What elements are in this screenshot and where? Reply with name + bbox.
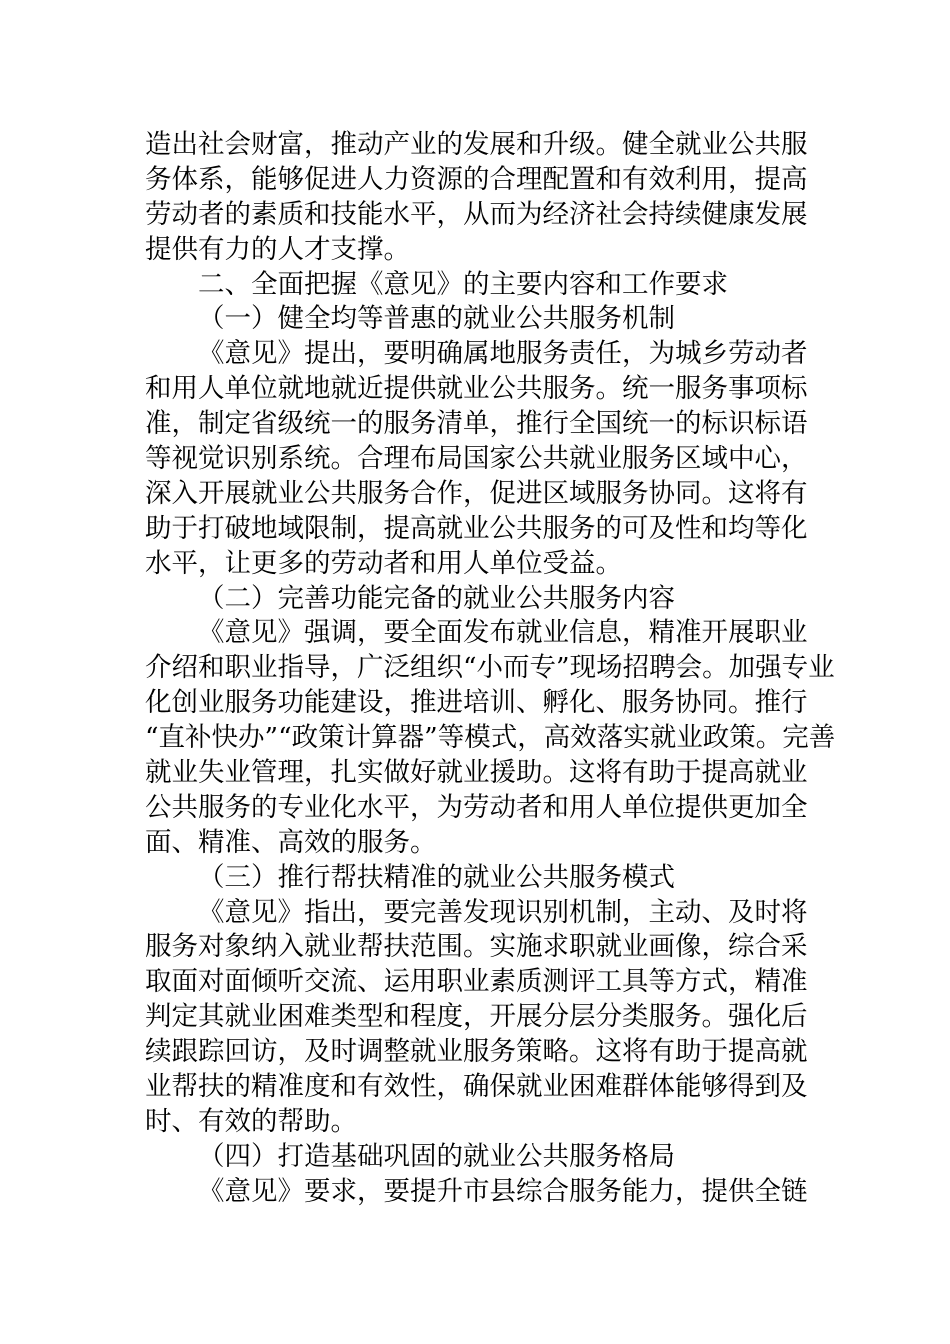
text-line: 面、精准、高效的服务。 (145, 826, 437, 858)
text-line: 《意见》要求，要提升市县综合服务能力，提供全链 (198, 1175, 808, 1207)
subsection-heading: （二）完善功能完备的就业公共服务内容 (198, 582, 675, 614)
text-line: 劳动者的素质和技能水平，从而为经济社会持续健康发展 (145, 198, 808, 230)
text-line: 等视觉识别系统。合理布局国家公共就业服务区域中心， (145, 443, 808, 475)
text-line: 就业失业管理，扎实做好就业援助。这将有助于提高就业 (145, 757, 808, 789)
text-line: 《意见》指出，要完善发现识别机制，主动、及时将 (198, 896, 808, 928)
text-line: “直补快办”“政策计算器”等模式，高效落实就业政策。完善 (145, 722, 836, 754)
text-line: 介绍和职业指导，广泛组织“小而专”现场招聘会。加强专业 (145, 652, 835, 684)
text-line: 务体系，能够促进人力资源的合理配置和有效利用，提高 (145, 163, 808, 195)
text-line: 造出社会财富，推动产业的发展和升级。健全就业公共服 (145, 129, 808, 160)
text-line: 化创业服务功能建设，推进培训、孵化、服务协同。推行 (145, 687, 808, 719)
text-line: 和用人单位就地就近提供就业公共服务。统一服务事项标 (145, 373, 808, 405)
text-line: 水平，让更多的劳动者和用人单位受益。 (145, 547, 622, 579)
subsection-heading: （一）健全均等普惠的就业公共服务机制 (198, 303, 675, 335)
subsection-heading: （四）打造基础巩固的就业公共服务格局 (198, 1140, 675, 1172)
text-line: 《意见》强调，要全面发布就业信息，精准开展职业 (198, 617, 808, 649)
body-text (145, 128, 836, 1210)
text-line: 提供有力的人才支撑。 (145, 233, 410, 265)
text-line: 深入开展就业公共服务合作，促进区域服务协同。这将有 (145, 477, 808, 509)
subsection-heading: （三）推行帮扶精准的就业公共服务模式 (198, 861, 675, 893)
text-line: 取面对面倾听交流、运用职业素质测评工具等方式，精准 (145, 966, 808, 998)
text-line: 判定其就业困难类型和程度，开展分层分类服务。强化后 (145, 1001, 808, 1033)
text-line: 准，制定省级统一的服务清单，推行全国统一的标识标语 (145, 408, 808, 440)
text-line: 公共服务的专业化水平，为劳动者和用人单位提供更加全 (145, 791, 808, 823)
text-line: 业帮扶的精准度和有效性，确保就业困难群体能够得到及 (145, 1071, 808, 1103)
text-line: 助于打破地域限制，提高就业公共服务的可及性和均等化 (145, 512, 808, 544)
section-heading: 二、全面把握《意见》的主要内容和工作要求 (198, 268, 728, 300)
text-line: 时、有效的帮助。 (145, 1105, 357, 1137)
text-line: 《意见》提出，要明确属地服务责任，为城乡劳动者 (198, 338, 808, 370)
text-line: 续跟踪回访，及时调整就业服务策略。这将有助于提高就 (145, 1036, 808, 1068)
text-line: 服务对象纳入就业帮扶范围。实施求职就业画像，综合采 (145, 931, 808, 963)
